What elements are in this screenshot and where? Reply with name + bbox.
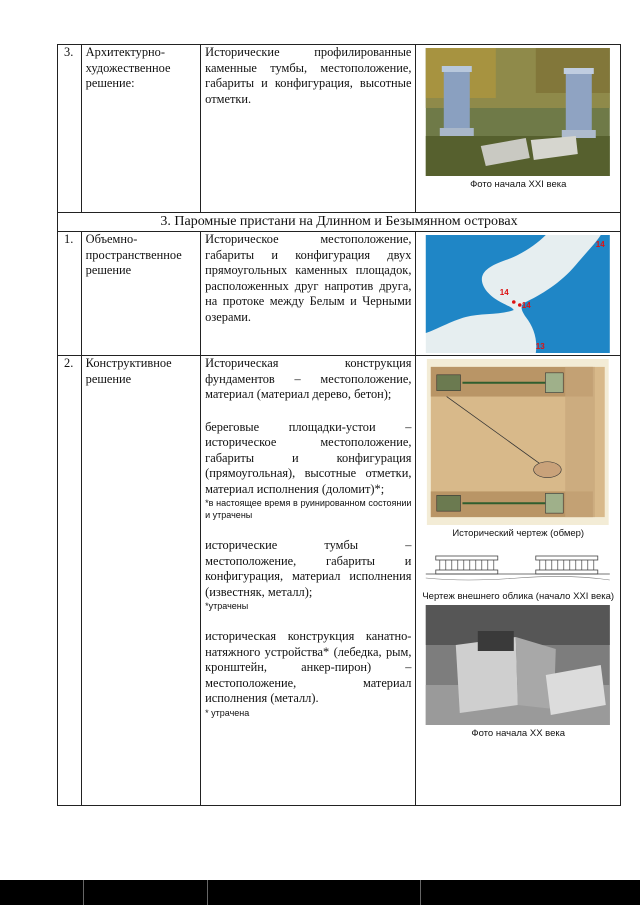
image-caption: Чертеж внешнего облика (начало XXI века) <box>422 591 615 602</box>
footnote: *утрачены <box>205 601 249 611</box>
footnote: * утрачена <box>205 707 250 718</box>
row-number: 3. <box>58 45 82 213</box>
image-caption: Фото начала XXI века <box>470 179 567 190</box>
row-description: Историческое местоположение, габариты и конфигурация двух прямоугольных каменных площадок, расположенных друг напротив друга, на протоке между Белым и Черными озерами. <box>201 232 416 356</box>
row-name: Объемно-пространственное решение <box>81 232 200 356</box>
row-number: 2. <box>58 356 82 806</box>
map-label: 14 <box>500 288 510 297</box>
historic-drawing <box>419 359 617 525</box>
row-description: Исторические профилированные каменные тумбы, местоположение, габариты и конфигурация, высотные отметки. <box>201 45 416 213</box>
photo-stone-pedestals <box>419 48 617 176</box>
row-number: 1. <box>58 232 82 356</box>
scan-edge <box>0 880 640 905</box>
paragraph: Историческая конструкция фундаментов – местоположение, материал (материал дерево, бетон); <box>205 356 412 401</box>
row-name: Архитектурно-художественное решение: <box>81 45 200 213</box>
paragraph: историческая конструкция канатно-натяжного устройства* (лебедка, рым, кронштейн, анкер-пирон) – местоположение, материал исполнения (металл). <box>205 629 412 705</box>
image-caption: Фото начала XX века <box>471 728 566 739</box>
facade-drawing <box>419 542 617 588</box>
paragraph: исторические тумбы – местоположение, габариты и конфигурация, материал исполнения (известняк, металл); <box>205 538 412 599</box>
image-cell <box>416 356 621 806</box>
image-caption: Исторический чертеж (обмер) <box>452 528 585 539</box>
map-label: 13 <box>536 342 546 351</box>
row-description <box>201 356 416 806</box>
image-cell <box>416 45 621 213</box>
paragraph: береговые площадки-устои – историческое местоположение, габариты и конфигурация (прямоугольная), высотные отметки, материал исполнения (доломит)*; <box>205 419 412 496</box>
table-row <box>58 45 621 213</box>
section-title: 3. Паромные пристани на Длинном и Безымянном островах <box>58 213 621 232</box>
table-row <box>58 356 621 806</box>
section-row <box>58 213 621 232</box>
heritage-table <box>57 44 621 806</box>
map-label: 14 <box>596 240 606 249</box>
row-name: Конструктивное решение <box>81 356 200 806</box>
image-cell <box>416 232 621 356</box>
photo-pedestal-ruins <box>419 605 617 725</box>
map-label: 14 <box>522 301 532 310</box>
footnote: *в настоящее время в руинированном состоянии и утрачены <box>205 498 412 520</box>
map-fragment <box>419 235 617 353</box>
table-row <box>58 232 621 356</box>
